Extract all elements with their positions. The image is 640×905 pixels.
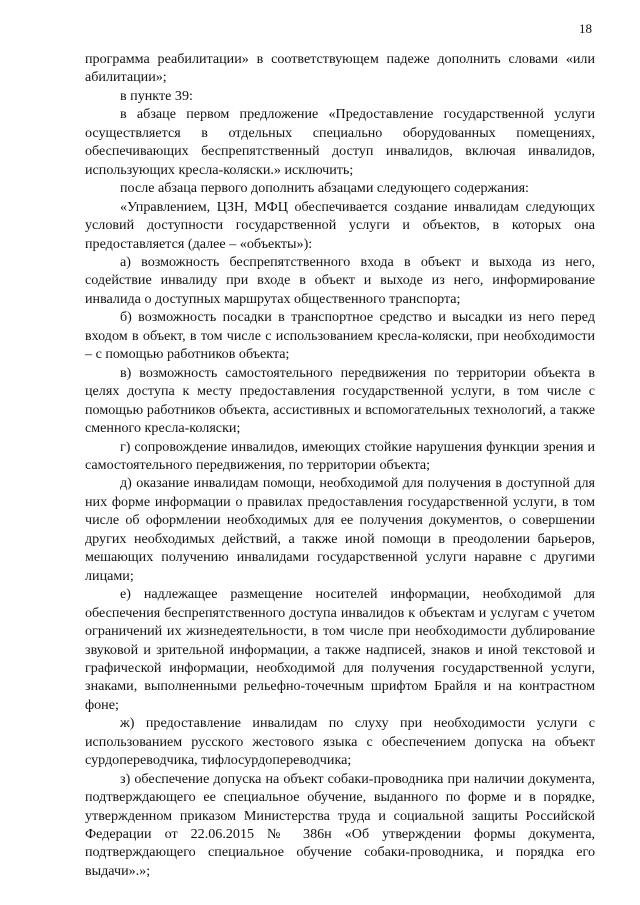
paragraph-point-39: в пункте 39: — [120, 87, 193, 104]
document-body — [85, 50, 595, 880]
paragraph-first-abzac-exclusion: в абзаце первом предложение «Предоставление государственной услуги осуществляется в отдельных специально оборудованных помещениях, обеспечивающих беспрепятственный доступ инвалидов, включая инвалидов, использующих кресла-коляски.» исключить; — [85, 106, 595, 178]
list-item-v: в) возможность самостоятельного передвижения по территории объекта в целях доступа к месту предоставления государственной услуги, в том числе с помощью работников объекта, ассистивных и вспомогательных технологий, а также сменного кресла-коляски; — [85, 364, 595, 437]
list-item-e: е) надлежащее размещение носителей информации, необходимой для обеспечения беспрепятственного доступа инвалидов к объектам и услугам с учетом ограничений их жизнедеятельности, в том числе при необходимости дублирование звуковой и зрительной информации, а также надписей, знаков и иной текстовой и графической информации, необходимой для получения государственной услуги, знаками, выполненными рельефно-точечным шрифтом Брайля и на контрастном фоне; — [85, 586, 595, 713]
paragraph-accessibility-conditions: «Управлением, ЦЗН, МФЦ обеспечивается создание инвалидам следующих условий доступности государственной услуги и объектов, в которых она предоставляется (далее – «объекты»): — [85, 198, 595, 252]
list-item-zh: ж) предоставление инвалидам по слуху при необходимости услуги с использованием русского жестового языка с обеспечением допуска на объект сурдопереводчика, тифлосурдопереводчика; — [85, 715, 595, 769]
list-item-d: д) оказание инвалидам помощи, необходимой для получения в доступной для них форме информации о правилах предоставления государственной услуги, в том числе об оформлении необходимых для ее получения документов, о совершении других необходимых действий, а также иной помощи в преодолении барьеров, мешающих получению инвалидами государственной услуги наравне с другими лицами; — [85, 475, 595, 584]
list-item-z: з) обеспечение допуска на объект собаки-проводника при наличии документа, подтверждающего ее специальное обучение, выданного по форме и в порядке, утвержденном приказом Министерства труда и социальной защиты Российской Федерации от 22.06.2015 № 386н «Об утверждении формы документа, подтверждающего специальное обучение собаки-проводника, и порядка его выдачи».»; — [85, 770, 595, 879]
list-item-g: г) сопровождение инвалидов, имеющих стойкие нарушения функции зрения и самостоятельного передвижения, по территории объекта; — [85, 438, 595, 473]
list-item-a: а) возможность беспрепятственного входа в объект и выхода из него, содействие инвалиду при входе в объект и выходе из него, информирование инвалида о доступных маршрутах общественного транспорта; — [85, 253, 595, 307]
paragraph-rehabilitation-program: программа реабилитации» в соответствующем падеже дополнить словами «или абилитации»; — [85, 51, 595, 86]
paragraph-add-abzacs: после абзаца первого дополнить абзацами следующего содержания: — [120, 180, 529, 197]
page-number: 18 — [579, 21, 592, 36]
list-item-b: б) возможность посадки в транспортное средство и высадки из него перед входом в объект, в том числе с использованием кресла-коляски, при необходимости – с помощью работников объекта; — [85, 309, 595, 363]
